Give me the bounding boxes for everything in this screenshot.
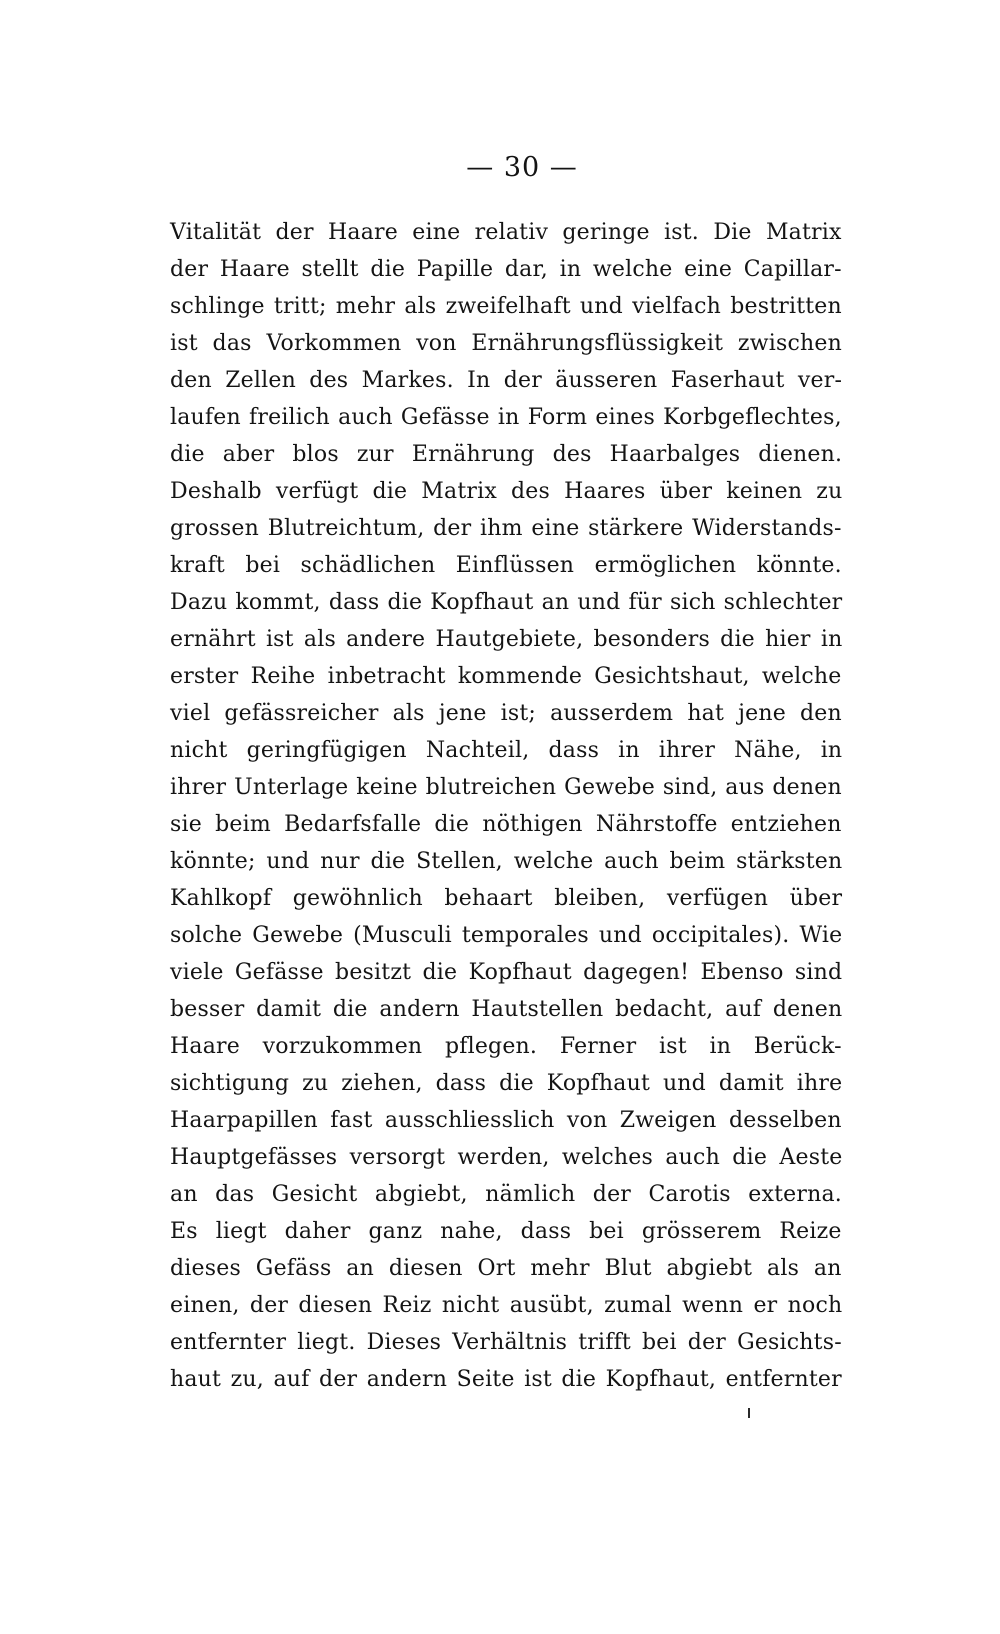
body-text (170, 214, 842, 1398)
text-line: erster Reihe inbetracht kommende Gesichtshaut, welche (170, 664, 842, 689)
text-line: grossen Blutreichtum, der ihm eine stärkere Widerstands- (170, 516, 842, 541)
stray-mark (748, 1408, 750, 1418)
text-line: Es liegt daher ganz nahe, dass bei grösserem Reize (170, 1219, 842, 1244)
text-line: einen, der diesen Reiz nicht ausübt, zumal wenn er noch (170, 1293, 843, 1318)
text-line: könnte; und nur die Stellen, welche auch beim stärksten (170, 849, 843, 874)
text-line: den Zellen des Markes. In der äusseren Faserhaut ver- (170, 368, 843, 393)
text-line: laufen freilich auch Gefässe in Form eines Korbgeflechtes, (170, 405, 842, 430)
text-line: besser damit die andern Hautstellen bedacht, auf denen (170, 997, 843, 1022)
text-line: Deshalb verfügt die Matrix des Haares über keinen zu (170, 479, 843, 504)
text-line: Vitalität der Haare eine relativ geringe ist. Die Matrix (170, 220, 842, 245)
text-line: solche Gewebe (Musculi temporales und occipitales). Wie (170, 923, 843, 948)
text-line: kraft bei schädlichen Einflüssen ermöglichen könnte. (170, 553, 842, 578)
text-line: an das Gesicht abgiebt, nämlich der Carotis externa. (170, 1182, 842, 1207)
text-line: Dazu kommt, dass die Kopfhaut an und für sich schlechter (170, 590, 843, 615)
text-line: Kahlkopf gewöhnlich behaart bleiben, verfügen über (170, 886, 843, 911)
text-line: sichtigung zu ziehen, dass die Kopfhaut und damit ihre (170, 1071, 843, 1096)
text-line: der Haare stellt die Papille dar, in welche eine Capillar- (170, 257, 842, 282)
text-line: Haare vorzukommen pflegen. Ferner ist in Berück- (170, 1034, 842, 1059)
text-line: viele Gefässe besitzt die Kopfhaut dagegen! Ebenso sind (170, 960, 843, 985)
text-line: haut zu, auf der andern Seite ist die Kopfhaut, entfernter (170, 1367, 842, 1392)
text-line: Hauptgefässes versorgt werden, welches auch die Aeste (170, 1145, 843, 1170)
page-number: — 30 — (466, 152, 578, 183)
text-line: dieses Gefäss an diesen Ort mehr Blut abgiebt als an (170, 1256, 842, 1281)
text-line: schlinge tritt; mehr als zweifelhaft und vielfach bestritten (170, 294, 842, 319)
text-line: ist das Vorkommen von Ernährungsflüssigkeit zwischen (170, 331, 842, 356)
text-line: die aber blos zur Ernährung des Haarbalges dienen. (170, 442, 843, 467)
text-line: entfernter liegt. Dieses Verhältnis trifft bei der Gesichts- (170, 1330, 842, 1355)
text-line: ihrer Unterlage keine blutreichen Gewebe sind, aus denen (170, 775, 842, 800)
text-line: Haarpapillen fast ausschliesslich von Zweigen desselben (170, 1108, 842, 1133)
text-line: viel gefässreicher als jene ist; ausserdem hat jene den (170, 701, 842, 726)
text-line: nicht geringfügigen Nachteil, dass in ihrer Nähe, in (170, 738, 843, 763)
text-line: sie beim Bedarfsfalle die nöthigen Nährstoffe entziehen (170, 812, 842, 837)
text-line: ernährt ist als andere Hautgebiete, besonders die hier in (170, 627, 843, 652)
